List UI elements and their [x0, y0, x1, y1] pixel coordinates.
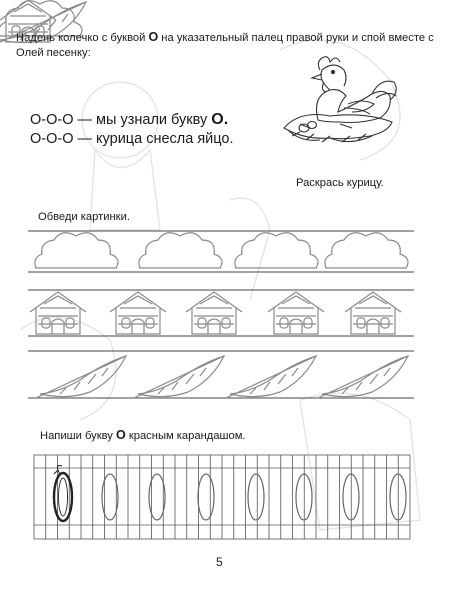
- write-task-text-before: Напиши букву: [40, 430, 116, 442]
- letter-o-icon: [198, 474, 214, 520]
- house-icon: [345, 292, 401, 334]
- song-line-2: О-О-О — курица снесла яйцо.: [30, 131, 234, 147]
- write-task-heading: [40, 428, 246, 442]
- trace-task-heading: Обведи картинки.: [38, 211, 130, 223]
- cloud-icon: [325, 233, 408, 268]
- write-task-letter: О: [116, 428, 126, 442]
- house-icon: [268, 292, 324, 334]
- house-icon: [186, 292, 242, 334]
- write-task-text-after: красным карандашом.: [125, 430, 246, 442]
- cloud-icon: [235, 233, 318, 268]
- hen-caption: Раскрась курицу.: [296, 177, 384, 189]
- feather-icon: [134, 356, 224, 398]
- page-number: 5: [216, 555, 223, 569]
- letter-o-icon: [248, 474, 264, 520]
- feather-icon: [318, 356, 408, 398]
- intro-letter: О: [148, 30, 159, 44]
- cloud-icon: [139, 233, 222, 268]
- house-icon: [110, 292, 166, 334]
- feather-icon: [226, 356, 316, 398]
- cloud-icon: [35, 233, 118, 268]
- intro-text-before: Надень колечко с буквой: [16, 32, 149, 44]
- song-verse: [30, 110, 234, 149]
- letter-o-row: [54, 466, 406, 522]
- intro-text-after: на указательный палец правой руки и спой вместе с Олей песенку:: [16, 32, 434, 59]
- song-line-1-letter: О.: [211, 111, 229, 128]
- intro-instruction: [16, 30, 436, 61]
- hen-on-nest-icon: [284, 57, 396, 142]
- song-line-1: [30, 110, 234, 130]
- house-icon: [30, 292, 86, 334]
- feathers-row: [0, 2, 414, 398]
- song-line-1-text: О-О-О — мы узнали букву: [30, 112, 212, 128]
